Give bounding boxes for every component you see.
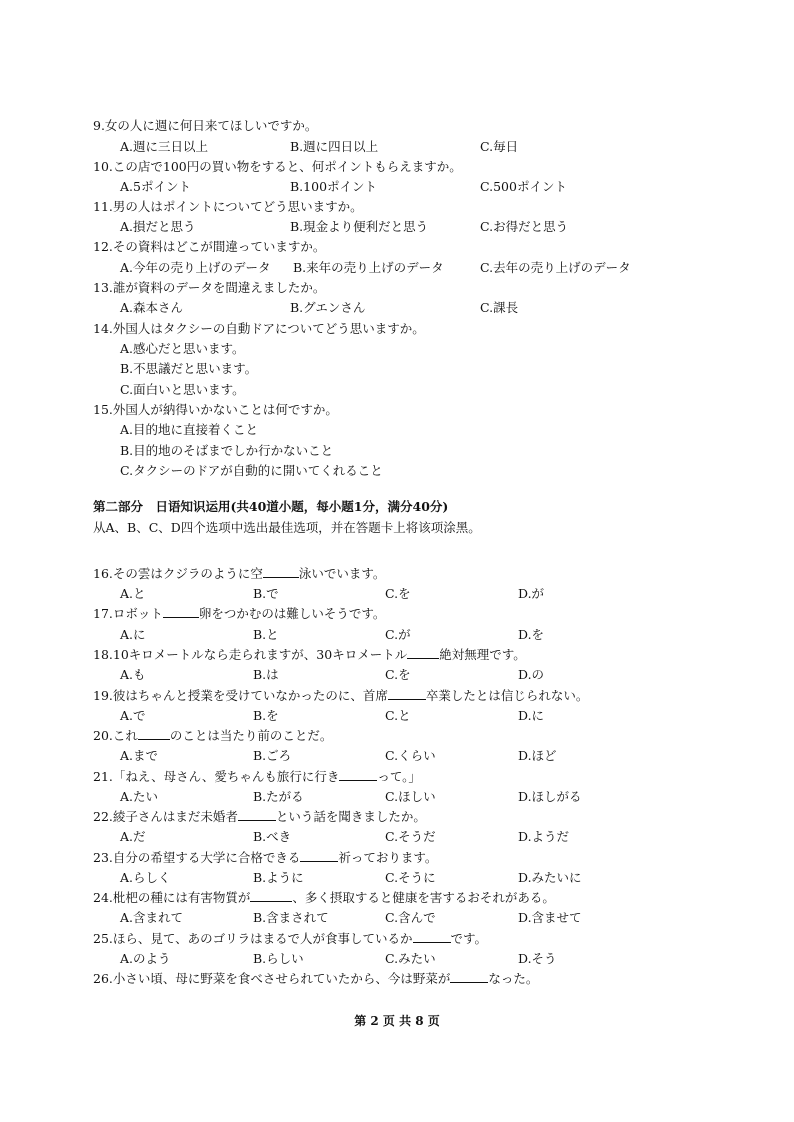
question-21-stem-before: 21.「ねえ、母さん、愛ちゃんも旅行に行き: [93, 769, 340, 784]
question-16-stem-before: 16.その雲はクジラのように空: [93, 566, 263, 581]
question-20-blank: [138, 729, 170, 740]
question-26-stem-after: なった。: [488, 971, 539, 986]
question-24-option-b: B.含まされて: [253, 910, 329, 925]
question-23-blank: [300, 851, 338, 862]
question-25-stem-after: です。: [450, 931, 488, 946]
question-26-stem: [93, 969, 538, 987]
question-17-option-b: B.と: [253, 627, 279, 642]
question-12-option-c: C.去年の売り上げのデータ: [480, 260, 631, 275]
question-16-option-c: C.を: [385, 586, 411, 601]
question-20-stem-before: 20.これ: [93, 728, 138, 743]
question-20-option-a: A.まで: [120, 748, 159, 763]
question-18-stem: [93, 645, 526, 663]
question-25-blank: [413, 932, 451, 943]
question-21-option-d: D.ほしがる: [518, 789, 582, 804]
question-23-option-c: C.そうに: [385, 870, 436, 885]
question-21-option-c: C.ほしい: [385, 789, 436, 804]
question-23-stem-after: 祈っております。: [338, 850, 438, 865]
question-23-option-d: D.みたいに: [518, 870, 582, 885]
question-22-stem-after: という話を聞きましたか。: [275, 809, 426, 824]
question-17-blank: [163, 607, 199, 618]
question-21-option-b: B.たがる: [253, 789, 304, 804]
question-26-stem-before: 26.小さい頃、母に野菜を食べさせられていたから、今は野菜が: [93, 971, 451, 986]
question-10-stem: 10.この店で100円の買い物をすると、何ポイントもらえますか。: [93, 159, 462, 174]
question-16-stem: [93, 564, 385, 582]
page-number-footer: 第 2 页 共 8 页: [354, 1014, 440, 1028]
question-18-blank: [407, 648, 439, 659]
question-18-option-b: B.は: [253, 667, 279, 682]
question-25-option-d: D.そう: [518, 951, 557, 966]
question-22-option-a: A.だ: [120, 829, 146, 844]
question-18-stem-after: 絶対無理です。: [439, 647, 526, 662]
question-17-stem-before: 17.ロボット: [93, 606, 163, 621]
question-24-stem-before: 24.枇杷の種には有害物質が: [93, 890, 251, 905]
question-19-option-d: D.に: [518, 708, 545, 723]
question-18-option-c: C.を: [385, 667, 411, 682]
question-19-stem: [93, 686, 588, 704]
question-9-option-b: B.週に四日以上: [290, 139, 379, 154]
question-24-option-c: C.含んで: [385, 910, 436, 925]
question-14-stem: 14.外国人はタクシーの自動ドアについてどう思いますか。: [93, 321, 425, 336]
question-19-stem-before: 19.彼はちゃんと授業を受けていなかったのに、首席: [93, 688, 388, 703]
question-20-option-c: C.くらい: [385, 748, 436, 763]
question-22-option-d: D.ようだ: [518, 829, 570, 844]
question-20-option-d: D.ほど: [518, 748, 557, 763]
question-9-option-c: C.毎日: [480, 139, 519, 154]
question-21-option-a: A.たい: [120, 789, 159, 804]
question-12-stem: 12.その資料はどこが間違っていますか。: [93, 239, 326, 254]
question-10-option-c: C.500ポイント: [480, 179, 567, 194]
question-22-option-c: C.そうだ: [385, 829, 436, 844]
question-16-option-b: B.で: [253, 586, 279, 601]
question-17-stem-after: 卵をつかむのは難しいそうです。: [198, 606, 386, 621]
question-23-option-a: A.らしく: [120, 870, 171, 885]
question-9-stem: 9.女の人に週に何日来てほしいですか。: [93, 118, 318, 133]
question-24-stem-after: 、多く摂取すると健康を害するおそれがある。: [292, 890, 555, 905]
question-16-stem-after: 泳いでいます。: [298, 566, 386, 581]
question-10-option-a: A.5ポイント: [120, 179, 191, 194]
question-17-option-d: D.を: [518, 627, 545, 642]
question-20-stem: [93, 726, 332, 744]
question-19-option-a: A.で: [120, 708, 146, 723]
section-2-instruction: 从A、B、C、D四个选项中选出最佳选项，并在答题卡上将该项涂黑。: [93, 520, 481, 535]
question-9-option-a: A.週に三日以上: [120, 139, 209, 154]
question-13-option-a: A.森本さん: [120, 300, 184, 315]
question-17-option-c: C.が: [385, 627, 411, 642]
question-13-option-c: C.課長: [480, 300, 519, 315]
question-24-option-a: A.含まれて: [120, 910, 184, 925]
question-13-stem: 13.誰が資料のデータを間違えましたか。: [93, 280, 326, 295]
question-21-stem-after: って。」: [377, 769, 421, 784]
question-24-stem: [93, 888, 555, 906]
question-19-blank: [388, 689, 426, 700]
question-20-stem-after: のことは当たり前のことだ。: [169, 728, 333, 743]
question-15-option-a: A.目的地に直接着くこと: [120, 422, 259, 437]
question-14-option-a: A.感心だと思います。: [120, 341, 245, 356]
question-13-option-b: B.グエンさん: [290, 300, 366, 315]
question-16-blank: [263, 567, 299, 578]
question-11-option-b: B.現金より便利だと思う: [290, 219, 429, 234]
question-21-blank: [339, 770, 377, 781]
question-15-option-c: C.タクシーのドアが自動的に開いてくれること: [120, 463, 383, 478]
question-21-stem: [93, 767, 421, 785]
question-25-option-a: A.のよう: [120, 951, 171, 966]
question-25-option-c: C.みたい: [385, 951, 436, 966]
question-23-stem: [93, 848, 437, 866]
question-22-stem-before: 22.綾子さんはまだ未婚者: [93, 809, 238, 824]
question-20-option-b: B.ごろ: [253, 748, 292, 763]
question-17-stem: [93, 604, 385, 622]
question-14-option-b: B.不思議だと思います。: [120, 361, 258, 376]
question-16-option-a: A.と: [120, 586, 146, 601]
question-26-blank: [450, 972, 488, 983]
section-2-title: 第二部分 日语知识运用(共40道小题，每小题1分，满分40分): [93, 499, 449, 514]
question-15-stem: 15.外国人が納得いかないことは何ですか。: [93, 402, 338, 417]
question-25-option-b: B.らしい: [253, 951, 304, 966]
question-19-option-c: C.と: [385, 708, 411, 723]
question-22-blank: [238, 810, 276, 821]
question-14-option-c: C.面白いと思います。: [120, 382, 245, 397]
question-22-stem: [93, 807, 426, 825]
question-19-option-b: B.を: [253, 708, 279, 723]
question-24-option-d: D.含ませて: [518, 910, 582, 925]
question-19-stem-after: 卒業したとは信じられない。: [425, 688, 589, 703]
question-15-option-b: B.目的地のそばまでしか行かないこと: [120, 443, 334, 458]
question-25-stem-before: 25.ほら、見て、あのゴリラはまるで人が食事しているか: [93, 931, 413, 946]
question-12-option-a: A.今年の売り上げのデータ: [120, 260, 271, 275]
question-11-option-a: A.損だと思う: [120, 219, 196, 234]
question-25-stem: [93, 929, 487, 947]
question-18-stem-before: 18.10キロメートルなら走られますが、30キロメートル: [93, 647, 408, 662]
question-23-stem-before: 23.自分の希望する大学に合格できる: [93, 850, 301, 865]
question-17-option-a: A.に: [120, 627, 146, 642]
question-11-stem: 11.男の人はポイントについてどう思いますか。: [93, 199, 363, 214]
question-18-option-a: A.も: [120, 667, 146, 682]
question-22-option-b: B.べき: [253, 829, 292, 844]
question-12-option-b: B.来年の売り上げのデータ: [293, 260, 444, 275]
question-23-option-b: B.ように: [253, 870, 304, 885]
question-11-option-c: C.お得だと思う: [480, 219, 569, 234]
question-24-blank: [250, 891, 292, 902]
question-16-option-d: D.が: [518, 586, 545, 601]
question-18-option-d: D.の: [518, 667, 545, 682]
question-10-option-b: B.100ポイント: [290, 179, 378, 194]
